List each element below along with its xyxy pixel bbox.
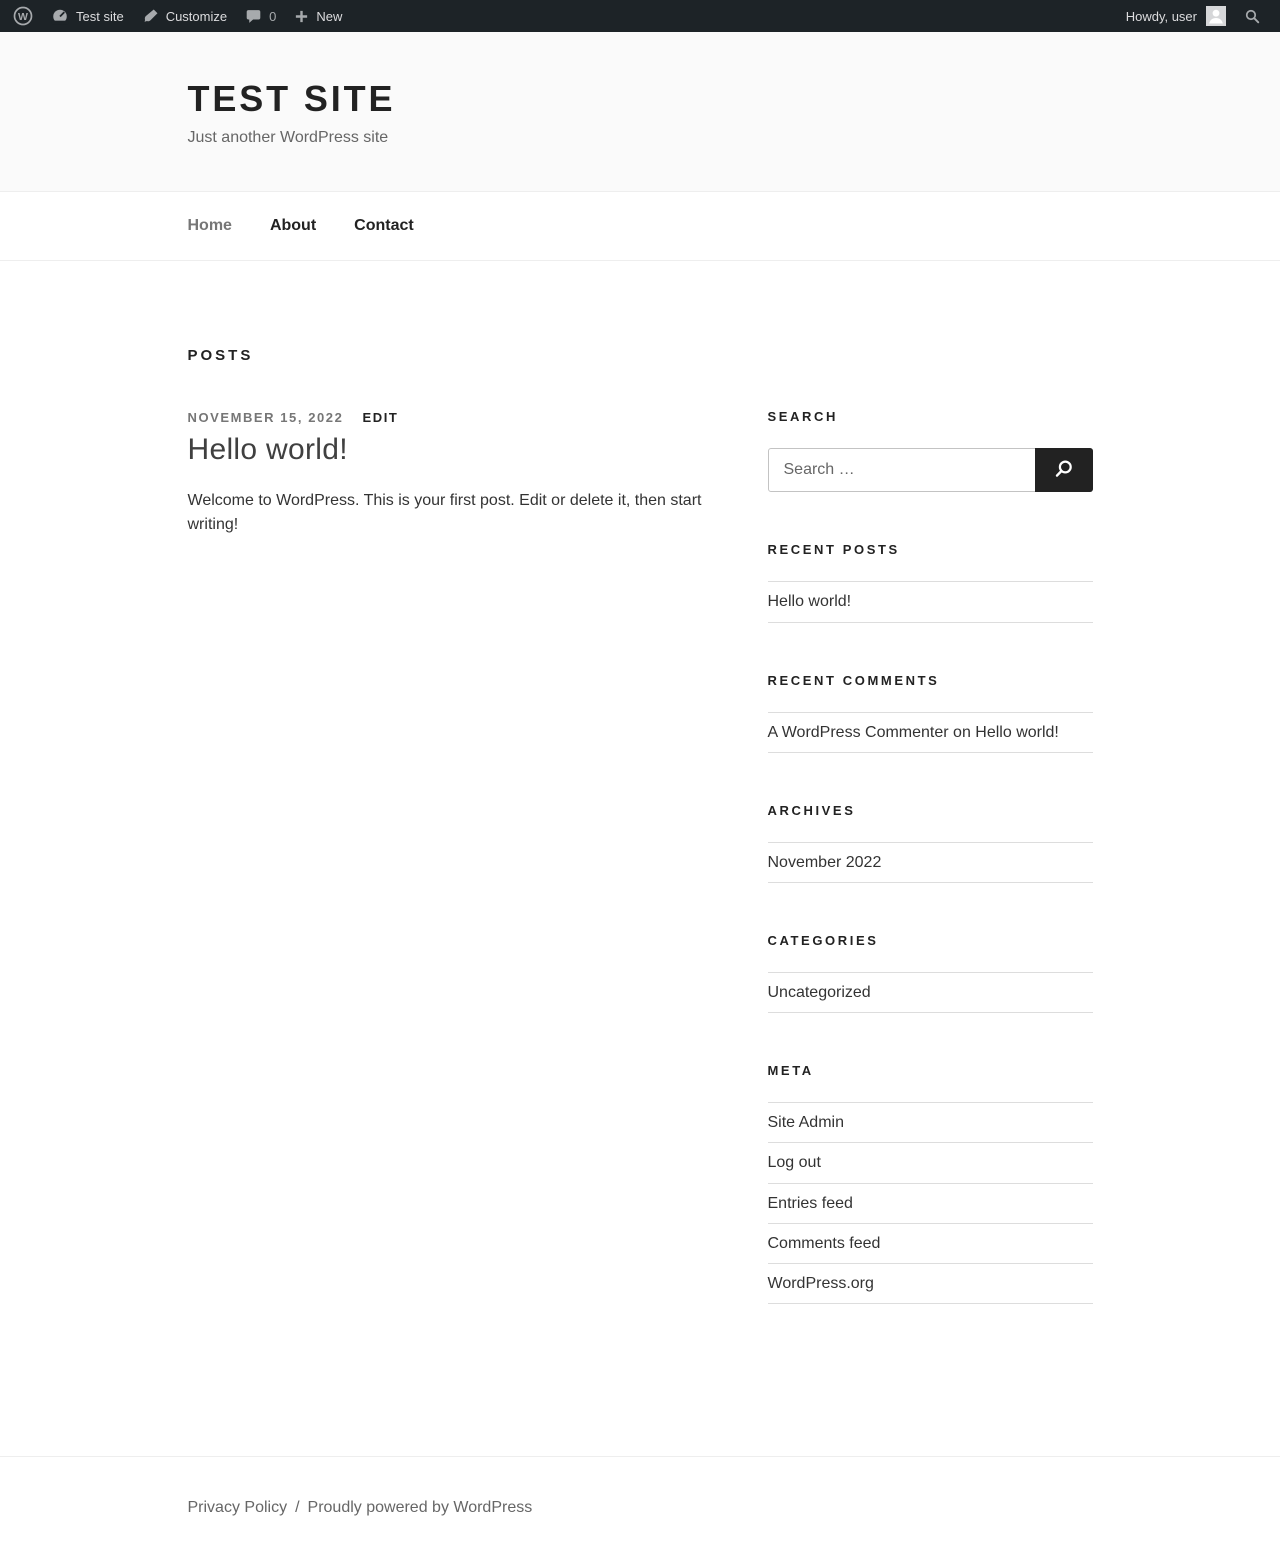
customize-menu[interactable] xyxy=(133,0,236,32)
comments-count: 0 xyxy=(269,8,277,24)
list-item xyxy=(768,1224,1093,1264)
site-footer xyxy=(0,1456,1280,1551)
nav-item-home[interactable]: Home xyxy=(187,217,232,235)
search-icon xyxy=(1244,8,1261,25)
post-title xyxy=(188,433,713,467)
recent-comments-heading: RECENT COMMENTS xyxy=(767,672,940,688)
recent-comments-list xyxy=(768,712,1093,753)
search-widget-heading: SEARCH xyxy=(767,409,838,425)
recent-post-link[interactable]: Hello world! xyxy=(767,593,852,611)
content-area xyxy=(188,261,1093,1456)
primary-nav xyxy=(0,191,1280,261)
archives-list xyxy=(768,842,1093,883)
plus-icon xyxy=(294,9,309,24)
search-widget xyxy=(768,409,1093,492)
entries-feed-link[interactable]: Entries feed xyxy=(767,1194,853,1212)
post-edit-link[interactable]: EDIT xyxy=(362,410,399,426)
new-label: New xyxy=(316,8,343,24)
categories-heading: CATEGORIES xyxy=(767,932,879,948)
list-item xyxy=(768,582,1093,622)
meta-widget xyxy=(768,1063,1093,1304)
recent-posts-heading: RECENT POSTS xyxy=(767,542,900,558)
archive-link[interactable]: November 2022 xyxy=(767,853,882,871)
powered-by-link[interactable]: Proudly powered by WordPress xyxy=(307,1499,533,1517)
new-content-menu[interactable] xyxy=(285,0,351,32)
list-item xyxy=(768,1184,1093,1224)
post-title-link[interactable]: Hello world! xyxy=(187,433,348,467)
nav-item-about[interactable]: About xyxy=(269,217,317,235)
site-header xyxy=(0,32,1280,191)
footer-separator: / xyxy=(295,1499,300,1517)
site-name-label: Test site xyxy=(76,8,124,24)
svg-text:W: W xyxy=(18,11,28,23)
nav-item-contact[interactable]: Contact xyxy=(354,217,414,235)
dashboard-gauge-icon xyxy=(51,7,69,25)
admin-bar-right xyxy=(1117,0,1270,32)
list-item xyxy=(768,1103,1093,1143)
wordpress-org-link[interactable]: WordPress.org xyxy=(767,1274,874,1292)
meta-heading: META xyxy=(767,1063,814,1079)
comments-menu[interactable] xyxy=(236,0,285,32)
user-avatar xyxy=(1206,6,1226,26)
archives-heading: ARCHIVES xyxy=(767,802,856,818)
adminbar-search-button[interactable] xyxy=(1235,0,1270,32)
meta-list xyxy=(768,1102,1093,1304)
search-icon xyxy=(1053,458,1075,483)
comments-feed-link[interactable]: Comments feed xyxy=(767,1234,881,1252)
comment-post-link[interactable]: Hello world! xyxy=(975,723,1059,741)
categories-widget xyxy=(768,933,1093,1013)
categories-list xyxy=(768,972,1093,1013)
main-column xyxy=(188,347,713,537)
comment-connector: on xyxy=(948,723,976,741)
search-submit-button[interactable] xyxy=(1035,448,1093,492)
howdy-label: Howdy, user xyxy=(1125,8,1197,24)
recent-posts-list xyxy=(768,581,1093,622)
wp-logo-menu[interactable] xyxy=(4,0,42,32)
site-title xyxy=(188,78,1093,119)
customize-label: Customize xyxy=(165,8,228,24)
site-title-link[interactable]: TEST SITE xyxy=(187,78,396,119)
list-item xyxy=(768,713,1093,753)
posts-section-heading: POSTS xyxy=(187,347,254,365)
post-meta xyxy=(188,410,713,425)
archives-widget xyxy=(768,803,1093,883)
admin-bar-left xyxy=(4,0,351,32)
wordpress-logo-icon xyxy=(13,6,33,26)
log-out-link[interactable]: Log out xyxy=(767,1154,821,1172)
site-admin-link[interactable]: Site Admin xyxy=(767,1114,844,1132)
post-content: Welcome to WordPress. This is your first post. Edit or delete it, then start writing! xyxy=(187,492,702,534)
post-article xyxy=(188,410,713,537)
admin-bar xyxy=(0,0,1280,32)
list-item xyxy=(768,1143,1093,1183)
site-name-menu[interactable] xyxy=(42,0,133,32)
search-form xyxy=(768,448,1093,492)
my-account-menu[interactable] xyxy=(1117,0,1235,32)
site-tagline: Just another WordPress site xyxy=(187,129,389,147)
recent-posts-widget xyxy=(768,542,1093,622)
comment-author-link[interactable]: A WordPress Commenter xyxy=(767,723,949,741)
recent-comments-widget xyxy=(768,673,1093,753)
list-item xyxy=(768,973,1093,1013)
paintbrush-icon xyxy=(142,8,159,25)
category-link[interactable]: Uncategorized xyxy=(767,983,871,1001)
sidebar xyxy=(768,409,1093,1354)
post-date-link[interactable]: NOVEMBER 15, 2022 xyxy=(187,410,344,426)
list-item xyxy=(768,1264,1093,1304)
comment-bubble-icon xyxy=(245,8,262,25)
privacy-policy-link[interactable]: Privacy Policy xyxy=(187,1499,288,1517)
list-item xyxy=(768,843,1093,883)
